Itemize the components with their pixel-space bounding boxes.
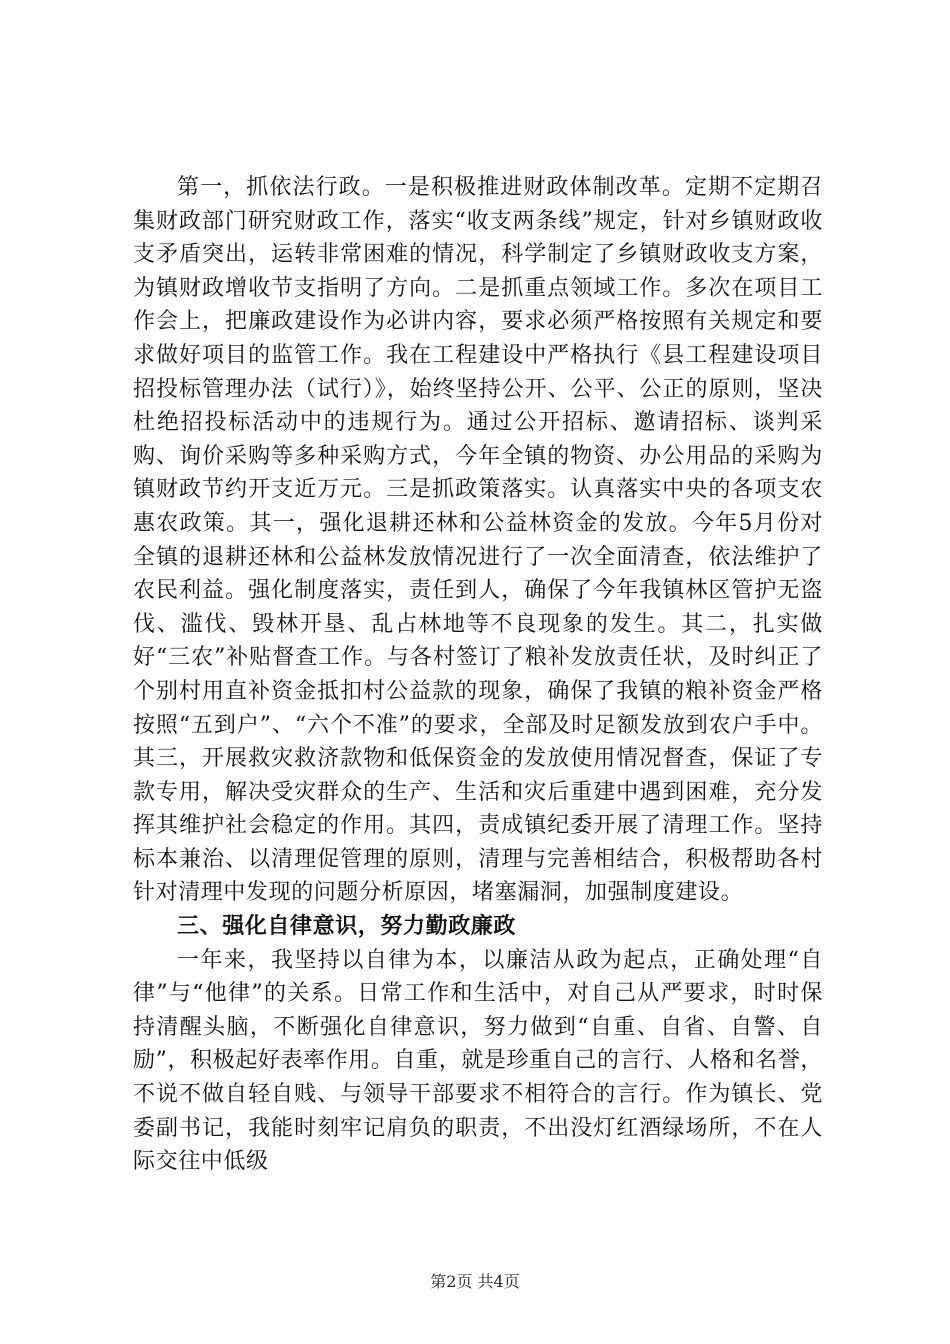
document-body bbox=[133, 171, 823, 1179]
section-heading-self-discipline: 三、强化自律意识，努力勤政廉政 bbox=[177, 914, 517, 940]
paragraph-self-discipline: 一年来，我坚持以自律为本，以廉洁从政为起点，正确处理“自律”与“他律”的关系。日常工作和生活中，对自己从严要求，时时保持清醒头脑，不断强化自律意识，努力做到“自重、自省、自警、自励”，积极起好表率作用。自重，就是珍重自己的言行、人格和名誉，不说不做自轻自贱、与领导干部要求不相符合的言行。作为镇长、党委副书记，我能时刻牢记肩负的职责，不出没灯红酒绿场所，不在人际交往中低级 bbox=[133, 947, 823, 1175]
paragraph-law-administration: 第一，抓依法行政。一是积极推进财政体制改革。定期不定期召集财政部门研究财政工作，落实“收支两条线”规定，针对乡镇财政收支矛盾突出，运转非常困难的情况，科学制定了乡镇财政收支方案，为镇财政增收节支指明了方向。二是抓重点领域工作。多次在项目工作会上，把廉政建设作为必讲内容，要求必须严格按照有关规定和要求做好项目的监管工作。我在工程建设中严格执行《县工程建设项目招投标管理办法（试行）》，始终坚持公开、公平、公正的原则，坚决杜绝招投标活动中的违规行为。通过公开招标、邀请招标、谈判采购、询价采购等多种采购方式，今年全镇的物资、办公用品的采购为镇财政节约开支近万元。三是抓政策落实。认真落实中央的各项支农惠农政策。其一，强化退耕还林和公益林资金的发放。今年5月份对全镇的退耕还林和公益林发放情况进行了一次全面清查，依法维护了农民利益。强化制度落实，责任到人，确保了今年我镇林区管护无盗伐、滥伐、毁林开垦、乱占林地等不良现象的发生。其二，扎实做好“三农”补贴督查工作。与各村签订了粮补发放责任状，及时纠正了个别村用直补资金抵扣村公益款的现象，确保了我镇的粮补资金严格按照“五到户”、“六个不准”的要求，全部及时足额发放到农户手中。其三，开展救灾救济款物和低保资金的发放使用情况督查，保证了专款专用，解决受灾群众的生产、生活和灾后重建中遇到困难，充分发挥其维护社会稳定的作用。其四，责成镇纪委开展了清理工作。坚持标本兼治、以清理促管理的原则，清理与完善相结合，积极帮助各村针对清理中发现的问题分析原因，堵塞漏洞，加强制度建设。 bbox=[133, 175, 823, 906]
page-number-footer: 第2页 共4页 bbox=[430, 1272, 520, 1291]
